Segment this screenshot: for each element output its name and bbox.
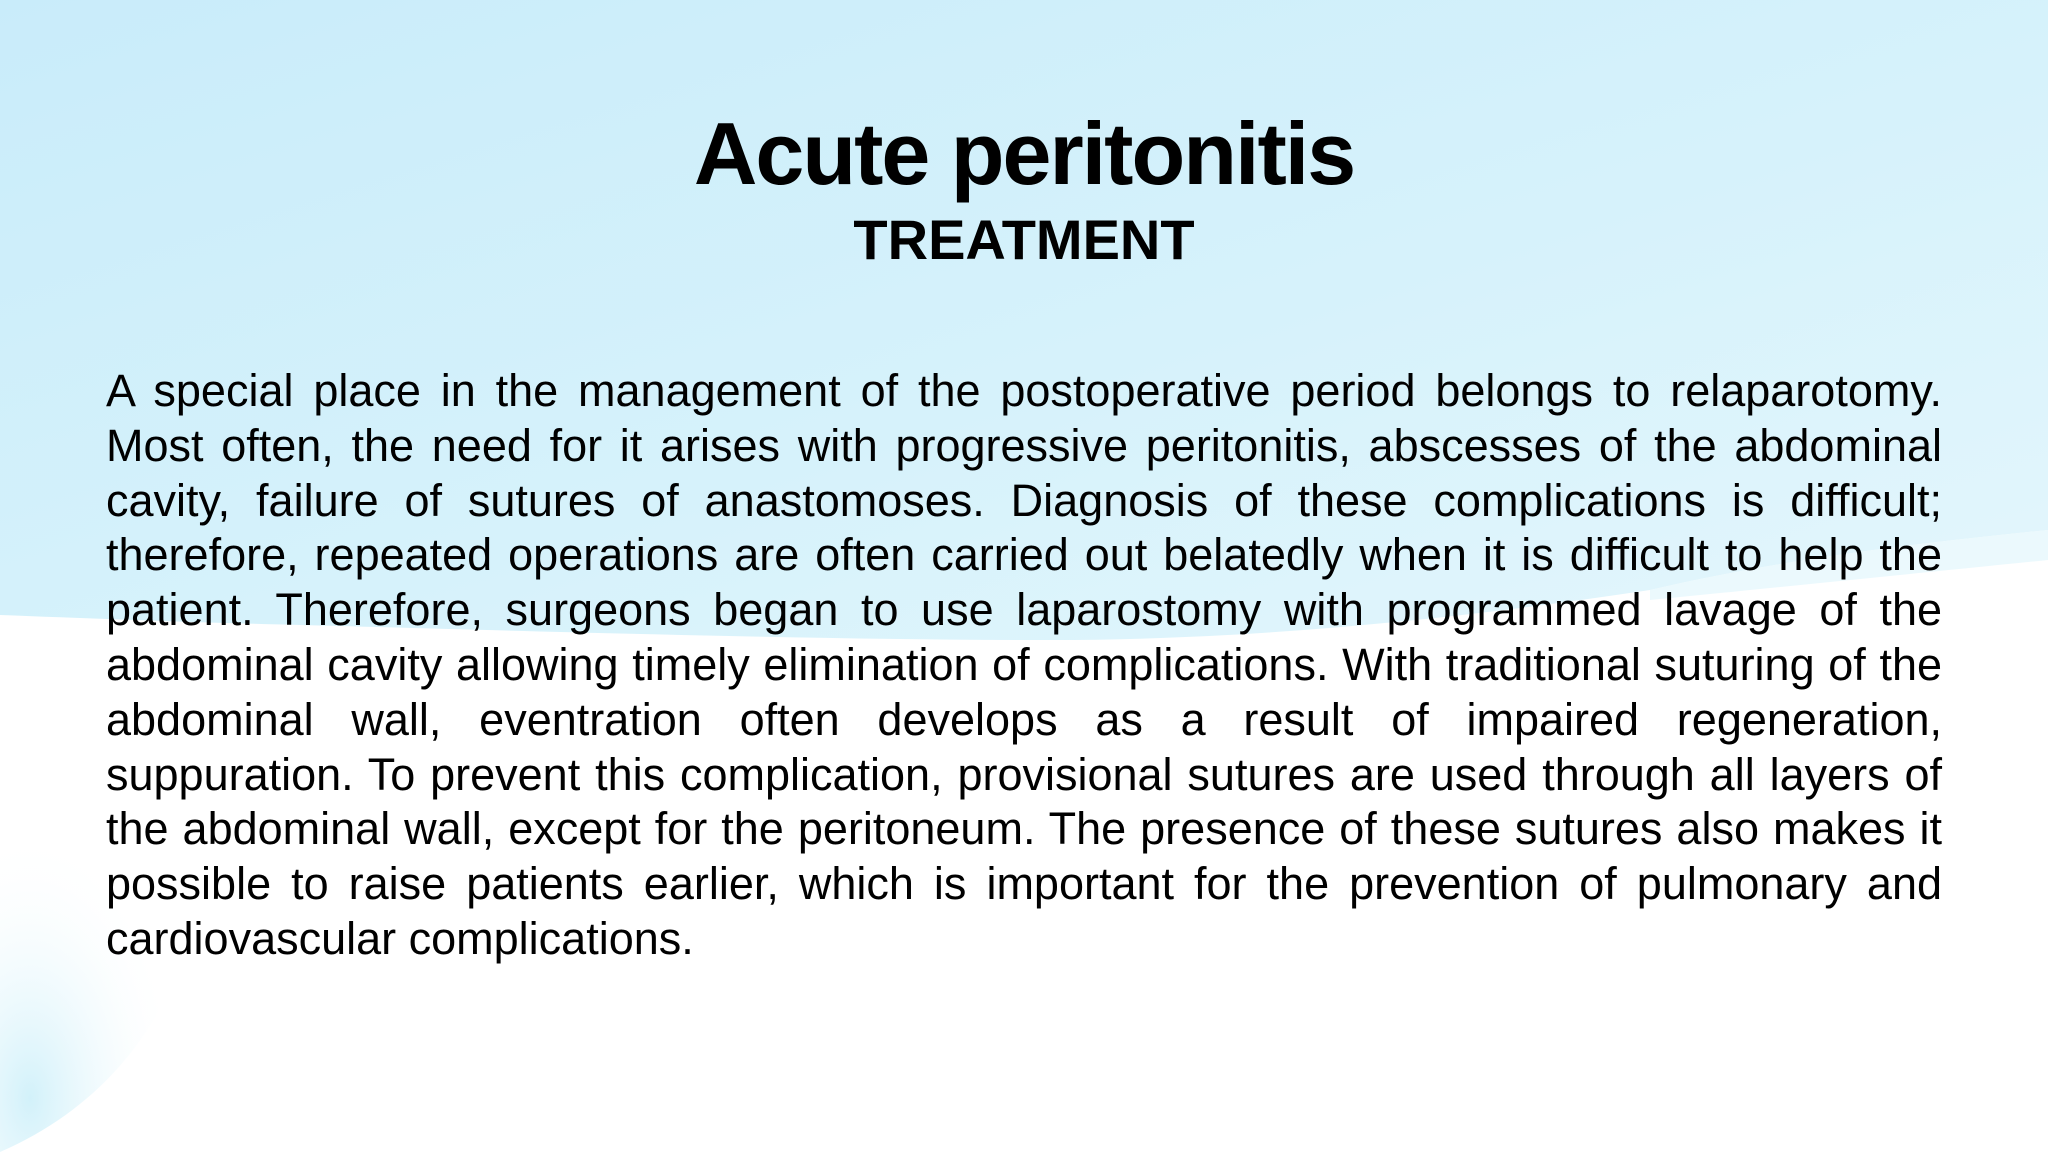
body-paragraph: A special place in the management of the postoperative period belongs to relaparotomy. Most often, the need for it arises with progressive peritonitis, abscesses of the abdominal cavity, failure of sutures of anastomoses. Diagnosis of these complications is difficult; therefore, repeated operations are often carried out belatedly when it is difficult to help the patient. Therefore, surgeons began to use laparostomy with programmed lavage of the abdominal cavity allowing timely elimination of complications. With traditional suturing of the abdominal wall, eventration often develops as a result of impaired regeneration, suppuration. To prevent this complication, provisional sutures are used through all layers of the abdominal wall, except for the peritoneum. The presence of these sutures also makes it possible to raise patients earlier, which is important for the prevention of pulmonary and cardiovascular complications. (106, 365, 1942, 964)
slide-title: Acute peritonitis (693, 104, 1355, 203)
slide-subtitle: TREATMENT (853, 208, 1195, 271)
